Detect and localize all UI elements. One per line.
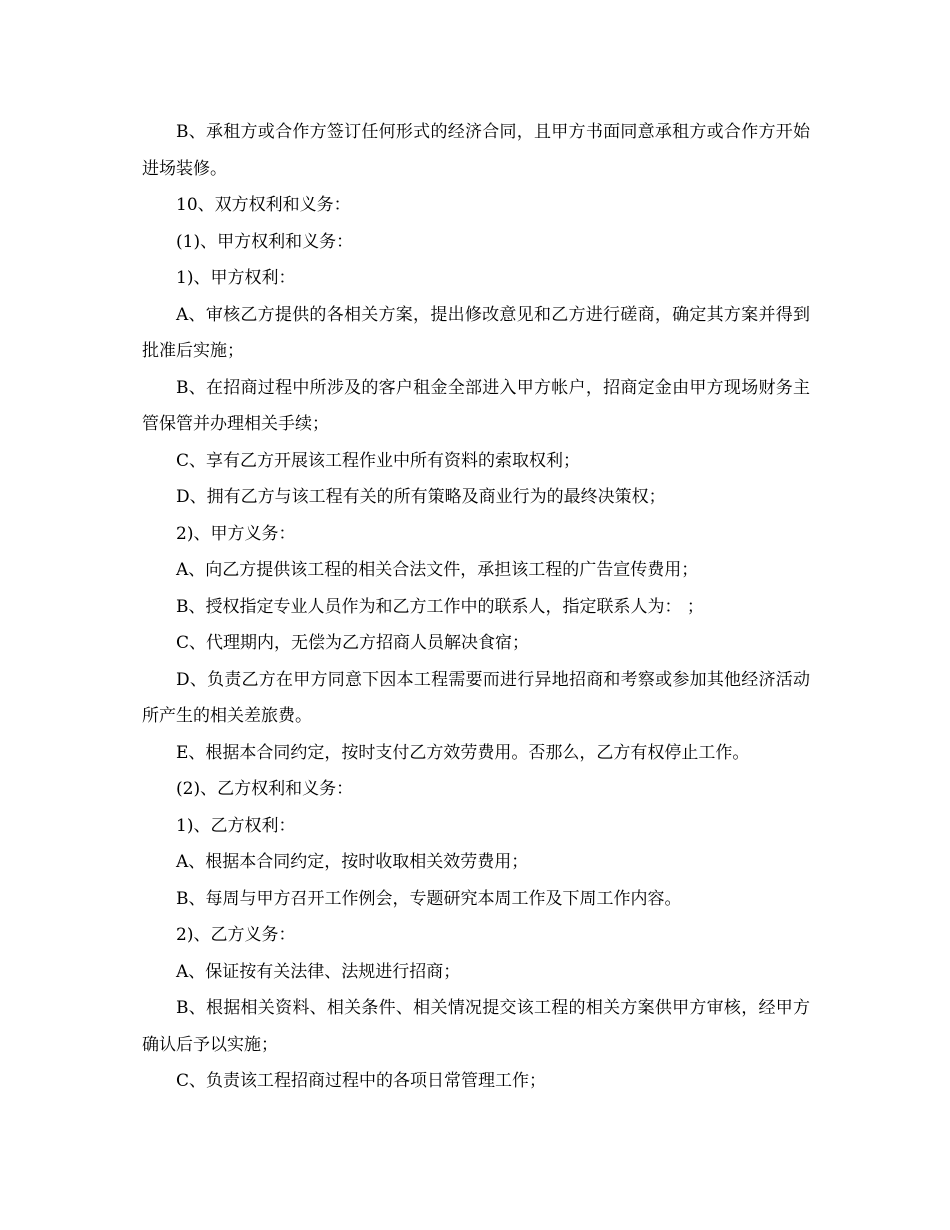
paragraph-15: (2)、乙方权利和义务： xyxy=(176,779,354,799)
paragraph-9: 2)、甲方义务： xyxy=(176,523,296,544)
paragraph-22: C、负责该工程招商过程中的各项日常管理工作； xyxy=(176,1071,547,1091)
paragraph-1: B、承租方或合作方签订任何形式的经济合同，且甲方书面同意承租方或合作方开始进场装修。 xyxy=(142,122,810,179)
paragraph-16: 1)、乙方权利： xyxy=(176,815,296,836)
paragraph-6: B、在招商过程中所涉及的客户租金全部进入甲方帐户，招商定金由甲方现场财务主管保管并办理相关手续； xyxy=(142,377,810,434)
paragraph-21: B、根据相关资料、相关条件、相关情况提交该工程的相关方案供甲方审核，经甲方确认后予以实施； xyxy=(142,998,810,1055)
paragraph-17: A、根据本合同约定，按时收取相关效劳费用； xyxy=(176,852,529,872)
paragraph-18: B、每周与甲方召开工作例会，专题研究本周工作及下周工作内容。 xyxy=(176,888,682,909)
document-body xyxy=(142,114,810,1100)
paragraph-19: 2)、乙方义务： xyxy=(176,925,296,945)
paragraph-4: 1)、甲方权利： xyxy=(176,268,296,288)
paragraph-10: A、向乙方提供该工程的相关合法文件，承担该工程的广告宣传费用； xyxy=(176,560,699,580)
paragraph-5: A、审核乙方提供的各相关方案，提出修改意见和乙方进行磋商，确定其方案并得到批准后实施； xyxy=(142,304,810,361)
paragraph-2: 10、双方权利和义务： xyxy=(176,195,351,215)
paragraph-13: D、负责乙方在甲方同意下因本工程需要而进行异地招商和考察或参加其他经济活动所产生的相关差旅费。 xyxy=(142,669,810,726)
paragraph-11: B、授权指定专业人员作为和乙方工作中的联系人，指定联系人为： ； xyxy=(176,596,704,617)
paragraph-20: A、保证按有关法律、法规进行招商； xyxy=(176,961,461,982)
paragraph-14: E、根据本合同约定，按时支付乙方效劳费用。否那么，乙方有权停止工作。 xyxy=(176,742,750,763)
paragraph-7: C、享有乙方开展该工程作业中所有资料的索取权利； xyxy=(176,450,581,471)
paragraph-8: D、拥有乙方与该工程有关的所有策略及商业行为的最终决策权； xyxy=(176,487,666,507)
paragraph-12: C、代理期内，无偿为乙方招商人员解决食宿； xyxy=(176,633,530,653)
paragraph-3: (1)、甲方权利和义务： xyxy=(176,231,354,252)
